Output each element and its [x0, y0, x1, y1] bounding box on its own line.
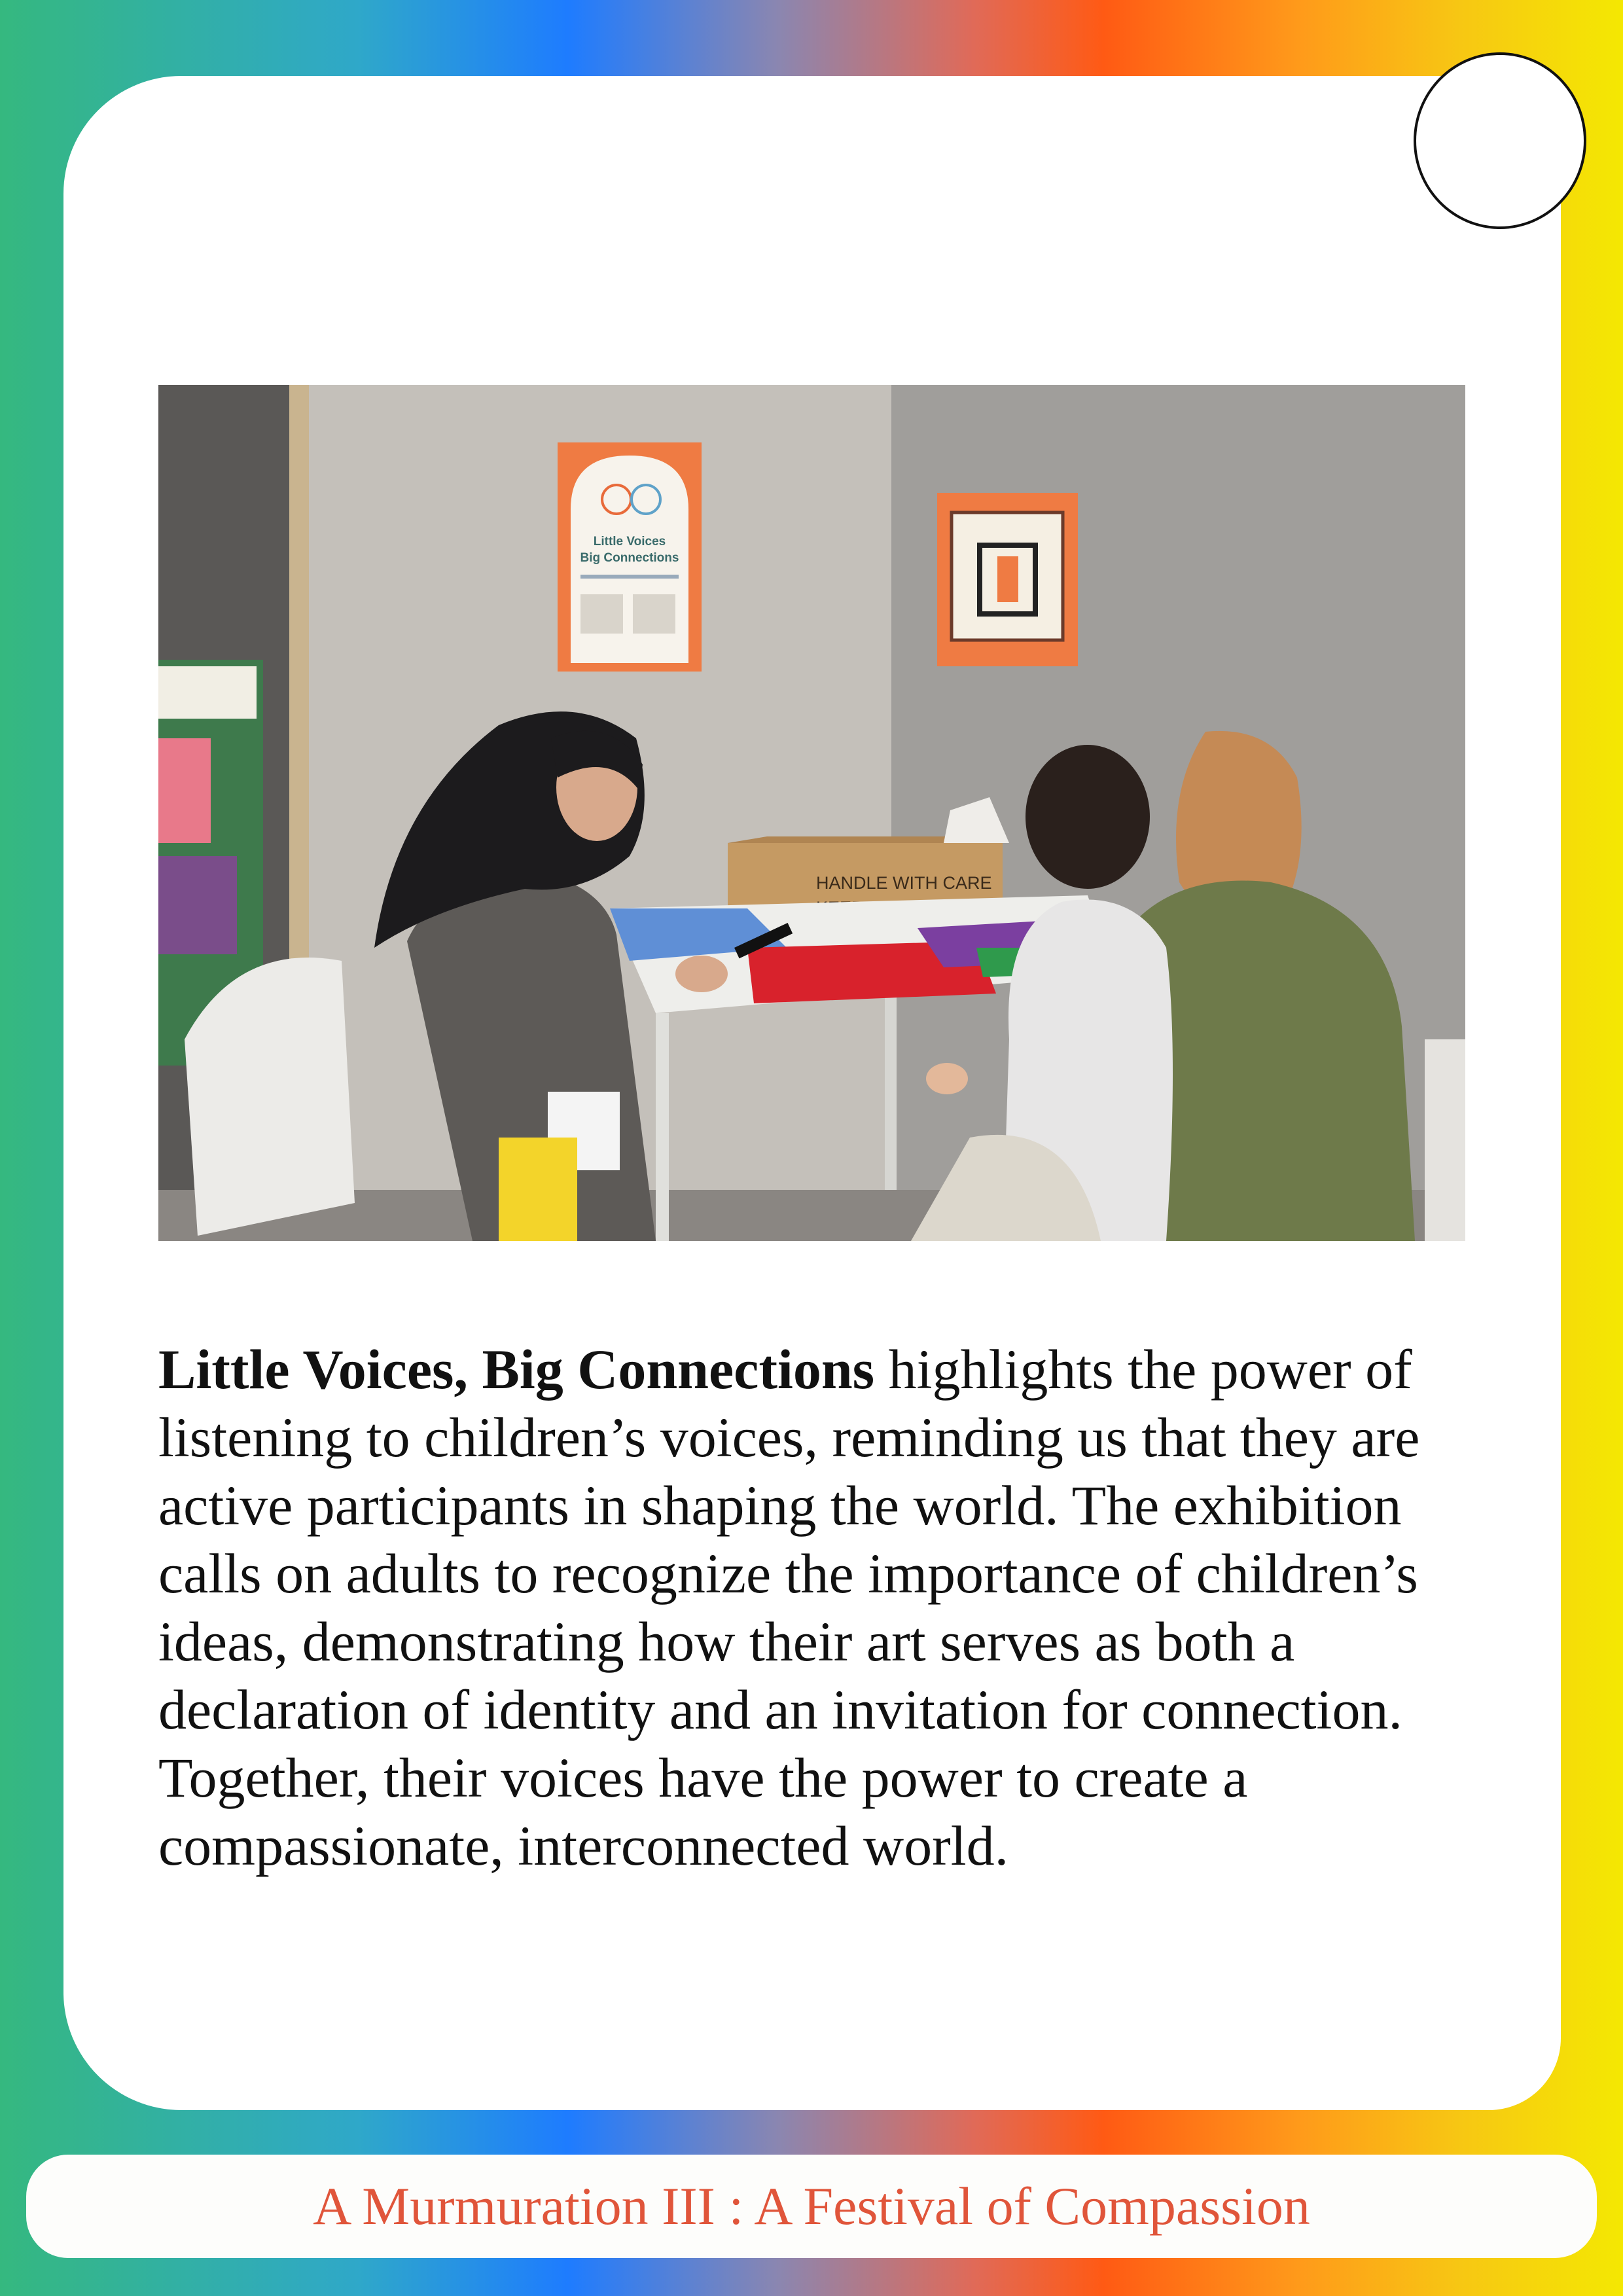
poster-title-line2: Big Connections [580, 551, 679, 565]
box-label-line1: HANDLE WITH CARE [816, 873, 992, 893]
exhibition-poster [558, 442, 702, 672]
festival-title: A Murmuration III : A Festival of Compassion [313, 2176, 1310, 2236]
footer-banner [26, 2155, 1597, 2258]
corner-circle [1414, 52, 1586, 229]
poster-title-line1: Little Voices [593, 535, 666, 548]
exhibition-title: Little Voices, Big Connections [158, 1338, 875, 1401]
exhibition-photo [158, 385, 1465, 1241]
exhibition-description [158, 1335, 1474, 1880]
exhibition-description-body: highlights the power of listening to children’s voices, reminding us that they are active participants in shaping the world. The exhibition calls on adults to recognize the importance of children’s ideas, demonstrating how their art serves as both a declaration of identity and an invitation for connection. Together, their voices have the power to create a compassionate, interconnected world. [158, 1338, 1420, 1877]
